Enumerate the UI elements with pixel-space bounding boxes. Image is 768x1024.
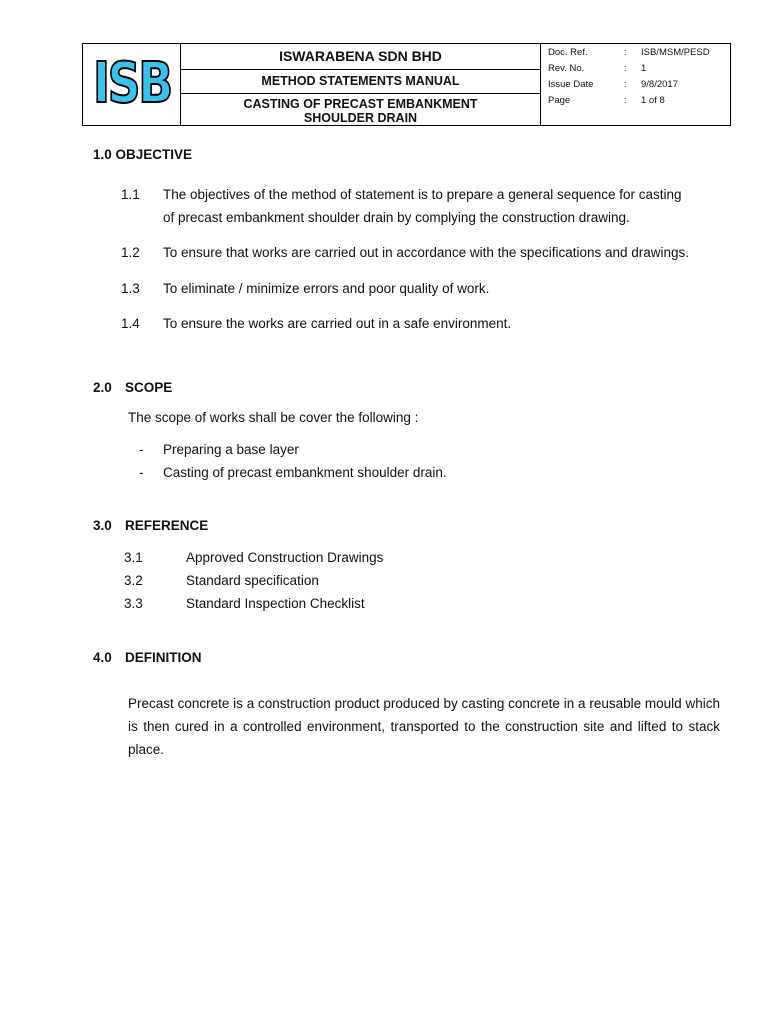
meta-sep: : <box>624 95 627 106</box>
meta-label: Doc. Ref. <box>548 47 588 58</box>
meta-value: 9/8/2017 <box>641 79 678 90</box>
objective-item-number: 1.2 <box>121 245 140 260</box>
meta-value: 1 <box>641 63 647 74</box>
document-header <box>82 43 731 126</box>
objective-item-number: 1.1 <box>121 187 140 202</box>
scope-number: 2.0 <box>93 380 112 395</box>
meta-value: 1 of 8 <box>641 95 665 106</box>
meta-sep: : <box>624 47 627 58</box>
document-title <box>181 94 540 126</box>
reference-item-text: Standard Inspection Checklist <box>186 596 365 611</box>
objective-item-number: 1.4 <box>121 316 140 331</box>
isb-logo: ISB <box>93 51 171 116</box>
bullet-dash: - <box>139 465 144 480</box>
objective-item-text: To ensure that works are carried out in accordance with the specifications and drawings. <box>163 245 690 260</box>
meta-cell <box>541 44 730 125</box>
meta-label: Page <box>548 95 571 106</box>
definition-paragraph: Precast concrete is a construction product produced by casting concrete in a reusable mould which is then cured in a controlled environment, transported to the construction site and lifted to stack place. <box>128 696 720 757</box>
objective-item-text: To ensure the works are carried out in a safe environment. <box>163 316 512 331</box>
scope-item: Preparing a base layer <box>163 442 299 457</box>
reference-item-number: 3.1 <box>124 550 143 565</box>
scope-item: Casting of precast embankment shoulder drain. <box>163 465 447 480</box>
scope-intro: The scope of works shall be cover the following : <box>128 410 419 425</box>
reference-number: 3.0 <box>93 518 112 533</box>
scope-heading: SCOPE <box>125 380 173 395</box>
reference-item-text: Standard specification <box>186 573 319 588</box>
logo-cell <box>83 44 181 125</box>
definition-number: 4.0 <box>93 650 112 665</box>
definition-heading: DEFINITION <box>125 650 202 665</box>
objective-item-text: To eliminate / minimize errors and poor quality of work. <box>163 281 490 296</box>
objective-item-text-cont: of precast embankment shoulder drain by complying the construction drawing. <box>163 210 630 225</box>
meta-label: Rev. No. <box>548 63 585 74</box>
meta-sep: : <box>624 63 627 74</box>
meta-sep: : <box>624 79 627 90</box>
manual-name: METHOD STATEMENTS MANUAL <box>181 69 540 94</box>
title-cell <box>181 44 541 125</box>
objective-heading: 1.0 OBJECTIVE <box>93 147 193 162</box>
reference-heading: REFERENCE <box>125 518 209 533</box>
reference-item-number: 3.2 <box>124 573 143 588</box>
bullet-dash: - <box>139 442 144 457</box>
objective-item-text: The objectives of the method of statement is to prepare a general sequence for casting <box>163 187 682 202</box>
reference-item-text: Approved Construction Drawings <box>186 550 384 565</box>
meta-label: Issue Date <box>548 79 594 90</box>
reference-item-number: 3.3 <box>124 596 143 611</box>
title-line-1: CASTING OF PRECAST EMBANKMENT <box>243 97 478 111</box>
company-name: ISWARABENA SDN BHD <box>181 44 540 70</box>
meta-value: ISB/MSM/PESD <box>641 47 710 58</box>
title-line-2: SHOULDER DRAIN <box>303 111 418 125</box>
objective-item-number: 1.3 <box>121 281 140 296</box>
